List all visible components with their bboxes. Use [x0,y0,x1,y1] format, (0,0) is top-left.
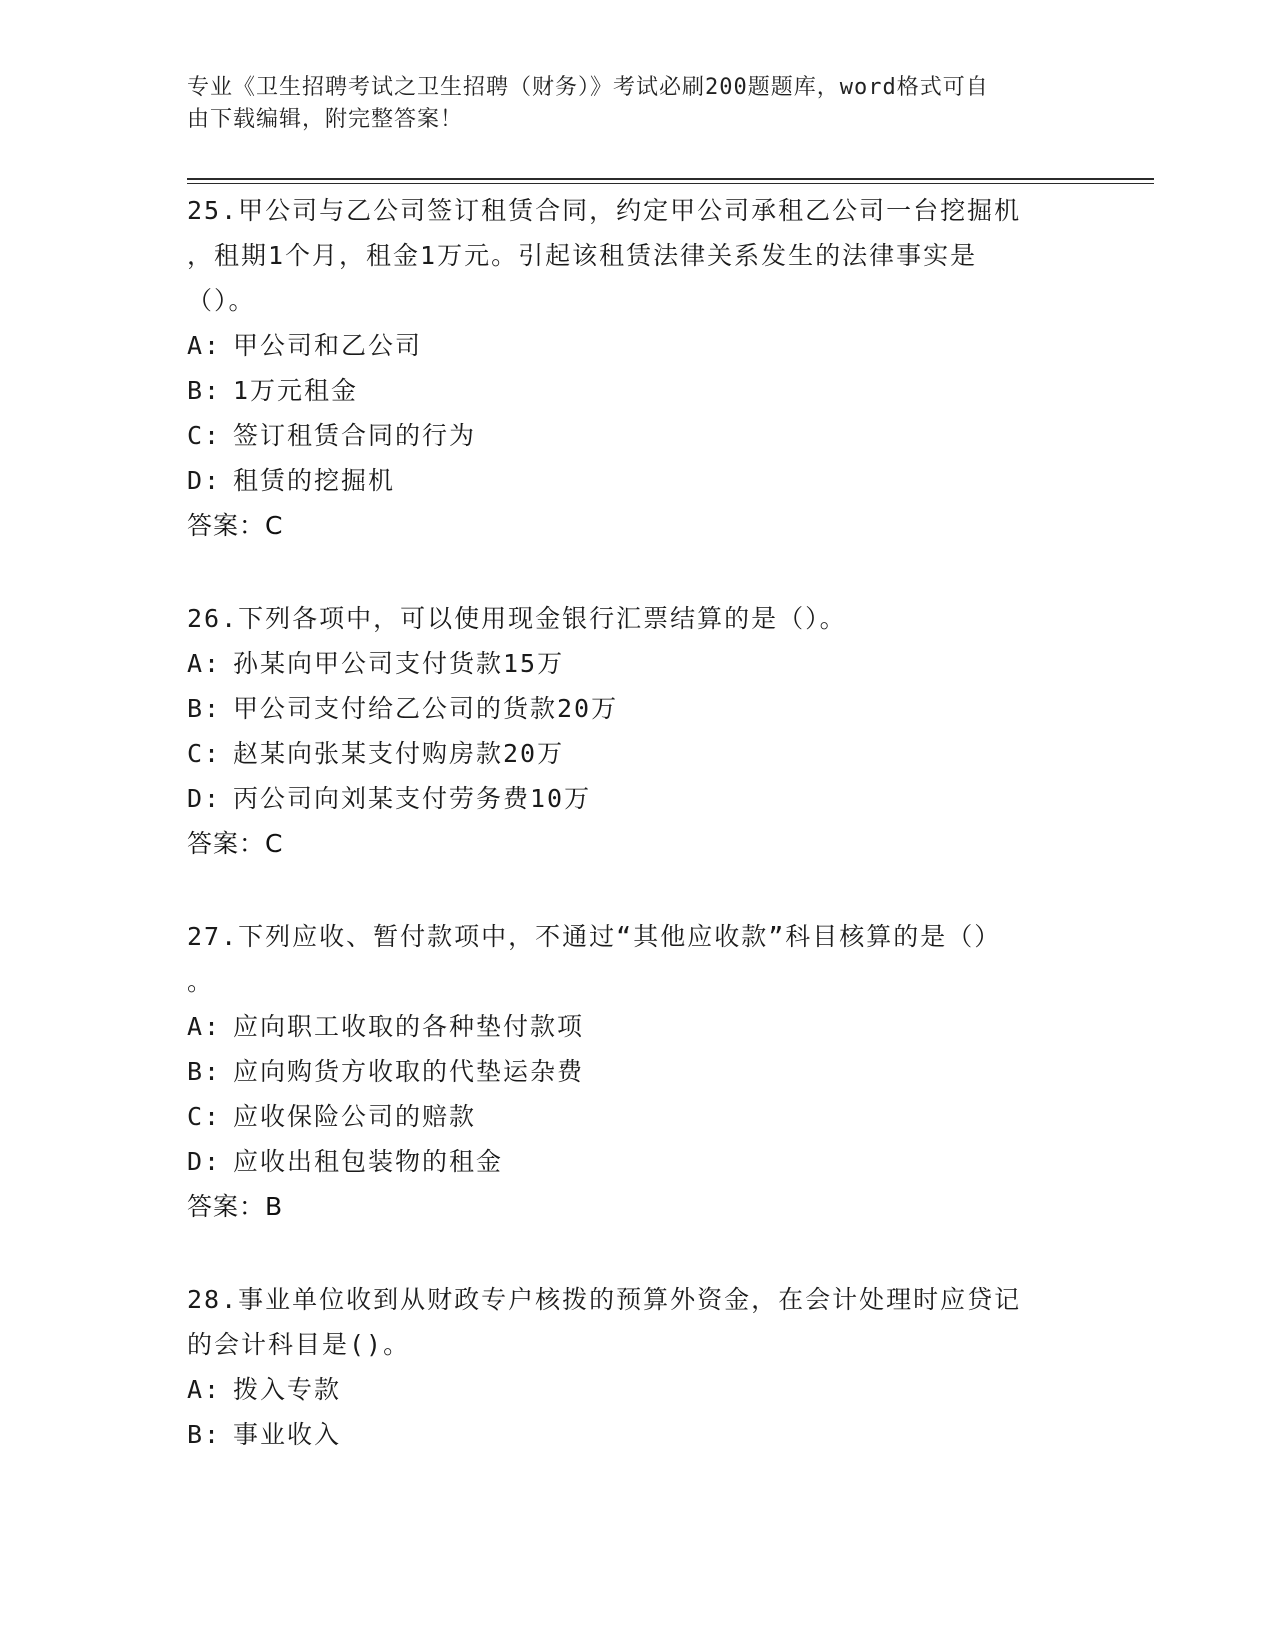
option-d [187,458,1087,503]
option-d [187,1139,1087,1184]
answer-line: 答案：C [187,511,284,540]
option-letter: C: [187,739,222,768]
answer-line: 答案：C [187,829,284,858]
question-list [187,188,1087,1505]
option-letter: B: [187,1420,222,1449]
option-c [187,1094,1087,1139]
option-letter: B: [187,694,222,723]
option-letter: A: [187,649,222,678]
header-divider-thick [187,178,1154,180]
option-letter: D: [187,466,222,495]
question-stem-line: 的会计科目是()。 [187,1330,411,1359]
question-stem-line: 26.下列各项中，可以使用现金银行汇票结算的是（）。 [187,604,847,633]
option-text: 1万元租金 [233,376,359,405]
option-letter: B: [187,1057,222,1086]
question-stem-line: 28.事业单位收到从财政专户核拨的预算外资金，在会计处理时应贷记 [187,1285,1022,1314]
option-letter: C: [187,421,222,450]
option-c [187,731,1087,776]
option-b [187,368,1087,413]
question-stem-line: 25.甲公司与乙公司签订租赁合同，约定甲公司承租乙公司一台挖掘机 [187,196,1022,225]
option-text: 拨入专款 [233,1375,342,1404]
option-text: 应收保险公司的赔款 [233,1102,477,1131]
intro-line-1: 专业《卫生招聘考试之卫生招聘（财务）》考试必刷200题题库，word格式可自 [187,75,989,100]
option-letter: C: [187,1102,222,1131]
option-letter: A: [187,1012,222,1041]
option-d [187,776,1087,821]
question-stem-line: ，租期1个月，租金1万元。引起该租赁法律关系发生的法律事实是 [187,241,978,270]
option-text: 孙某向甲公司支付货款15万 [233,649,565,678]
option-letter: A: [187,331,222,360]
option-letter: D: [187,1147,222,1176]
option-a [187,1004,1087,1049]
option-c [187,413,1087,458]
option-a [187,323,1087,368]
option-text: 应收出租包装物的租金 [233,1147,504,1176]
question-28 [187,1277,1087,1457]
option-a [187,1367,1087,1412]
option-text: 签订租赁合同的行为 [233,421,477,450]
intro-line-2: 由下载编辑，附完整答案！ [187,107,464,132]
document-intro [187,72,1067,136]
question-27 [187,914,1087,1229]
question-26 [187,596,1087,866]
option-b [187,686,1087,731]
option-letter: B: [187,376,222,405]
question-stem-line: 27.下列应收、暂付款项中，不通过“其他应收款”科目核算的是（） [187,922,1002,951]
option-text: 应向购货方收取的代垫运杂费 [233,1057,585,1086]
option-a [187,641,1087,686]
option-text: 事业收入 [233,1420,342,1449]
question-stem-line: 。 [187,967,215,996]
header-divider-thin [187,183,1154,184]
question-stem-line: （）。 [187,286,256,315]
option-letter: D: [187,784,222,813]
answer-line: 答案：B [187,1192,284,1221]
option-b [187,1049,1087,1094]
option-text: 甲公司和乙公司 [233,331,423,360]
option-text: 甲公司支付给乙公司的货款20万 [233,694,619,723]
option-text: 租赁的挖掘机 [233,466,396,495]
option-text: 赵某向张某支付购房款20万 [233,739,565,768]
question-25 [187,188,1087,548]
option-text: 丙公司向刘某支付劳务费10万 [233,784,592,813]
option-b [187,1412,1087,1457]
option-text: 应向职工收取的各种垫付款项 [233,1012,585,1041]
option-letter: A: [187,1375,222,1404]
